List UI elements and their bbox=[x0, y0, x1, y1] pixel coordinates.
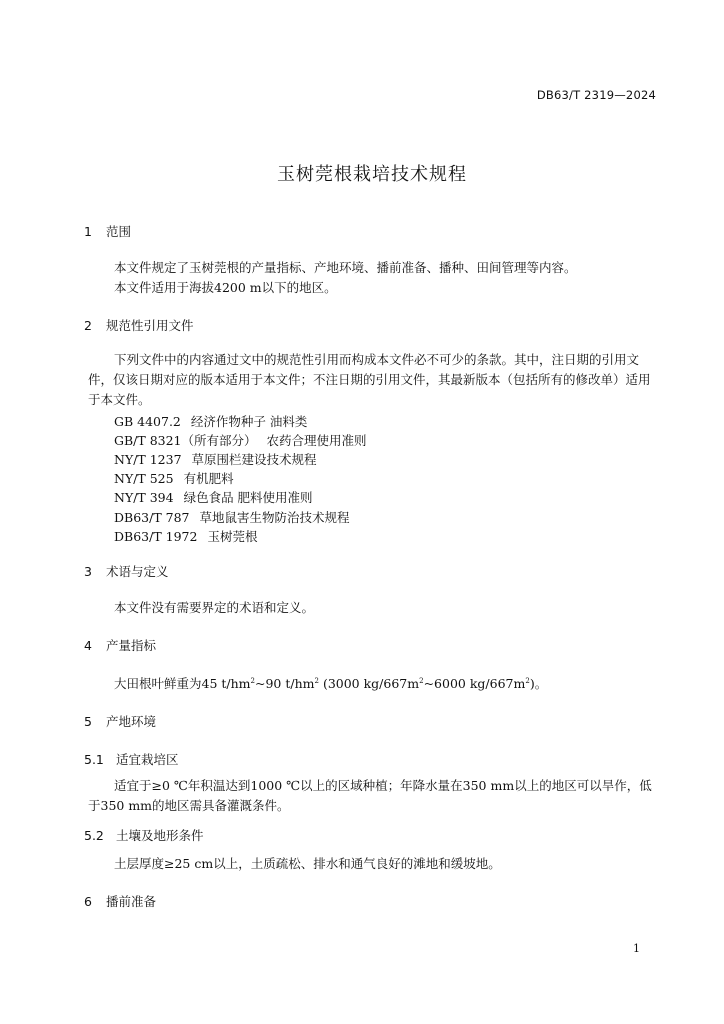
section-number: 3 bbox=[84, 564, 92, 579]
reference-code: NY/T 525 bbox=[114, 471, 174, 487]
text-run: )。 bbox=[529, 676, 548, 691]
reference-code: DB63/T 787 bbox=[114, 509, 190, 525]
section-heading-4 bbox=[84, 636, 156, 654]
section-heading-2 bbox=[84, 316, 194, 334]
text-run: ~90 t/hm bbox=[255, 676, 315, 691]
section-number: 5 bbox=[84, 714, 92, 729]
reference-name: 草原围栏建设技术规程 bbox=[191, 452, 317, 468]
subsection-title: 土壤及地形条件 bbox=[116, 828, 204, 843]
reference-item bbox=[114, 527, 257, 545]
reference-item bbox=[114, 412, 307, 430]
superscript: 2 bbox=[250, 676, 255, 685]
section-number: 6 bbox=[84, 894, 92, 909]
reference-code: NY/T 1237 bbox=[114, 452, 182, 468]
paragraph: 本文件没有需要界定的术语和定义。 bbox=[114, 600, 315, 615]
section-title: 产量指标 bbox=[106, 638, 157, 653]
section-title: 术语与定义 bbox=[106, 564, 169, 579]
text-run: ~6000 kg/667m bbox=[423, 676, 526, 691]
paragraph bbox=[88, 776, 658, 816]
reference-name: 有机肥料 bbox=[183, 471, 234, 487]
reference-item bbox=[114, 488, 313, 506]
superscript: 2 bbox=[419, 676, 424, 685]
section-heading-5 bbox=[84, 712, 156, 730]
subsection-title: 适宜栽培区 bbox=[116, 752, 179, 767]
section-heading-6 bbox=[84, 892, 156, 910]
superscript: 2 bbox=[525, 676, 530, 685]
document-title: 玉树莞根栽培技术规程 bbox=[277, 164, 467, 185]
reference-name: 农药合理使用准则 bbox=[266, 433, 367, 449]
reference-code: DB63/T 1972 bbox=[114, 528, 198, 544]
subsection-heading-5-2 bbox=[84, 826, 204, 844]
reference-code: GB 4407.2 bbox=[114, 414, 181, 429]
section-number: 2 bbox=[84, 318, 92, 333]
reference-name: 玉树莞根 bbox=[207, 528, 258, 544]
paragraph bbox=[114, 674, 547, 692]
section-heading-3 bbox=[84, 562, 169, 580]
reference-code: NY/T 394 bbox=[114, 490, 174, 506]
paragraph: 本文件适用于海拔4200 m以下的地区。 bbox=[114, 280, 337, 295]
section-number: 4 bbox=[84, 638, 92, 653]
reference-item bbox=[114, 508, 350, 526]
section-title: 规范性引用文件 bbox=[106, 318, 194, 333]
reference-item bbox=[114, 469, 234, 487]
text-run: (3000 kg/667m bbox=[318, 676, 420, 691]
paragraph: 土层厚度≥25 cm以上，土质疏松、排水和通气良好的滩地和缓坡地。 bbox=[114, 856, 501, 871]
section-heading-1 bbox=[84, 222, 131, 240]
section-title: 范围 bbox=[106, 224, 132, 239]
section-title: 产地环境 bbox=[106, 714, 157, 729]
paragraph: 本文件规定了玉树莞根的产量指标、产地环境、播前准备、播种、田间管理等内容。 bbox=[114, 260, 577, 275]
reference-name: 绿色食品 肥料使用准则 bbox=[183, 490, 313, 506]
section-title: 播前准备 bbox=[106, 894, 157, 909]
subsection-number: 5.2 bbox=[84, 828, 104, 843]
reference-code: GB/T 8321（所有部分） bbox=[114, 433, 257, 449]
reference-name: 经济作物种子 油料类 bbox=[190, 414, 308, 429]
reference-item bbox=[114, 431, 367, 449]
paragraph-text: 下列文件中的内容通过文中的规范性引用而构成本文件必不可少的条款。其中，注日期的引用文件，仅该日期对应的版本适用于本文件；不注日期的引用文件，其最新版本（包括所有的修改单）适用于本文件。 bbox=[88, 352, 651, 407]
paragraph bbox=[88, 350, 658, 410]
standard-code: DB63/T 2319—2024 bbox=[536, 88, 656, 102]
text-run: 大田根叶鲜重为45 t/hm bbox=[114, 676, 251, 691]
reference-name: 草地鼠害生物防治技术规程 bbox=[199, 509, 350, 525]
subsection-number: 5.1 bbox=[84, 752, 104, 767]
subsection-heading-5-1 bbox=[84, 750, 179, 768]
superscript: 2 bbox=[314, 676, 319, 685]
section-number: 1 bbox=[84, 224, 92, 239]
paragraph-text: 适宜于≥0 ℃年积温达到1000 ℃以上的区域种植；年降水量在350 mm以上的地区可以旱作，低于350 mm的地区需具备灌溉条件。 bbox=[88, 778, 652, 813]
page-number: 1 bbox=[633, 942, 640, 955]
reference-item bbox=[114, 450, 317, 468]
